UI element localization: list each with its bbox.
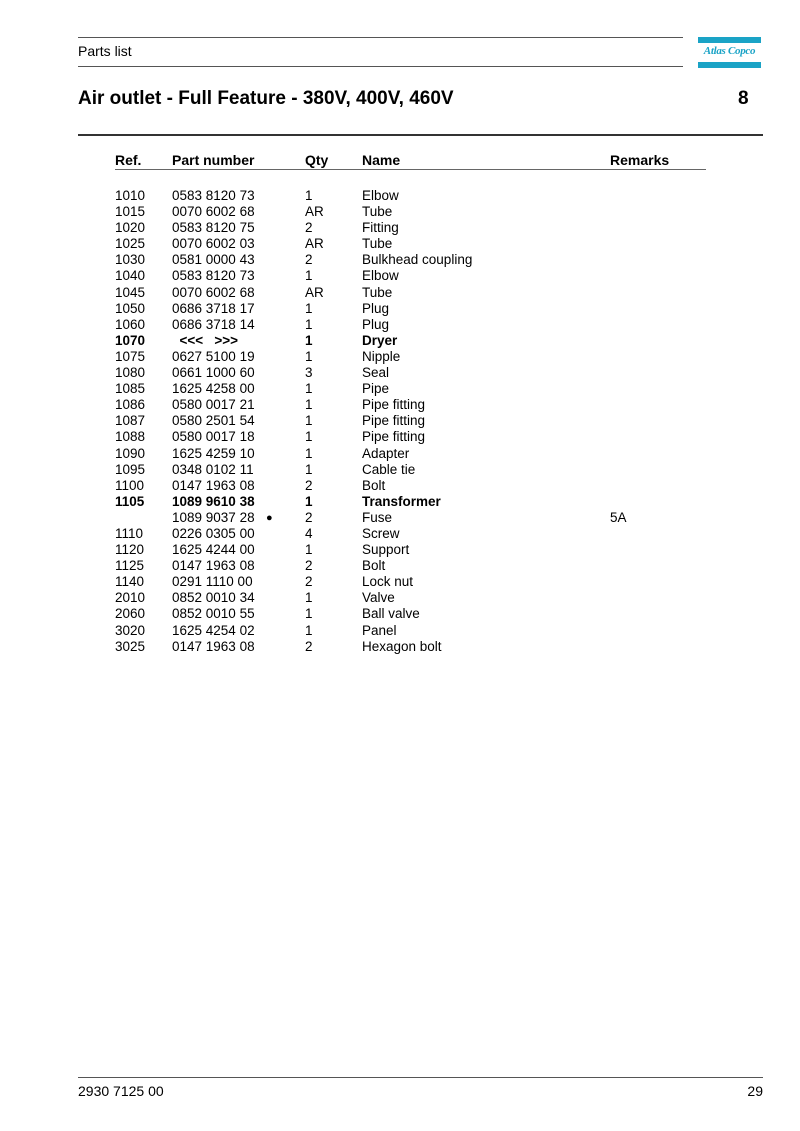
row-qty: 2 [305, 252, 313, 268]
row-ref: 1060 [115, 316, 146, 332]
row-part-number: 0291 1110 00 [172, 574, 253, 590]
row-qty: 1 [305, 332, 313, 348]
row-part-number: 0348 0102 11 [172, 461, 254, 477]
row-name: Plug [362, 300, 390, 316]
row-qty: 2 [305, 558, 313, 574]
page-title: Air outlet - Full Feature - 380V, 400V, 460V [78, 88, 454, 109]
col-header-ref: Ref. [115, 152, 142, 168]
header-bottom-rule [78, 66, 683, 67]
table-row [0, 558, 800, 574]
row-part-number: 0686 3718 14 [172, 316, 255, 332]
row-name: Pipe [362, 381, 390, 397]
atlas-copco-logo [698, 37, 761, 68]
row-part-number: 0627 5100 19 [172, 348, 255, 364]
row-name: Dryer [362, 332, 398, 348]
row-qty: 2 [305, 574, 313, 590]
row-name: Hexagon bolt [362, 638, 442, 654]
row-ref: 3020 [115, 622, 146, 638]
row-part-number: 1089 9037 28 [172, 509, 255, 525]
row-part-number: 0583 8120 75 [172, 220, 255, 236]
row-part-number: 1089 9610 38 [172, 493, 255, 509]
row-name: Panel [362, 622, 397, 638]
row-ref: 1085 [115, 381, 146, 397]
row-name: Elbow [362, 268, 399, 284]
table-row [0, 542, 800, 558]
row-name: Fuse [362, 509, 393, 525]
row-ref: 1125 [115, 558, 145, 574]
row-part-number: 0580 0017 18 [172, 429, 255, 445]
table-row [0, 413, 800, 429]
title-rule [78, 134, 763, 136]
row-part-number: 0852 0010 55 [172, 606, 255, 622]
row-qty: 2 [305, 638, 313, 654]
row-name: Bolt [362, 477, 386, 493]
row-bullet-marker: ● [266, 511, 273, 524]
row-qty: 1 [305, 188, 313, 203]
table-row [0, 252, 800, 268]
row-ref: 1140 [115, 574, 145, 590]
table-row [0, 623, 800, 639]
row-part-number: 0070 6002 03 [172, 236, 255, 252]
row-name: Lock nut [362, 574, 414, 590]
row-ref: 2010 [115, 590, 146, 606]
row-qty: 1 [305, 397, 313, 413]
table-row [0, 333, 800, 349]
row-part-number: 1625 4244 00 [172, 542, 255, 558]
row-ref: 1110 [115, 525, 144, 541]
table-row [0, 381, 800, 397]
table-row [0, 478, 800, 494]
table-row [0, 317, 800, 333]
row-part-number: 0686 3718 17 [172, 300, 255, 316]
table-row [0, 397, 800, 413]
table-row [0, 301, 800, 317]
row-name: Transformer [362, 493, 441, 509]
row-name: Cable tie [362, 461, 416, 477]
row-ref: 1025 [115, 236, 146, 252]
row-qty: 1 [305, 268, 313, 284]
row-ref: 1030 [115, 252, 146, 268]
row-qty: 1 [305, 606, 313, 622]
col-header-qty: Qty [305, 152, 329, 168]
row-part-number: <<< >>> [172, 332, 239, 348]
row-remarks: 5A [610, 509, 627, 525]
table-row [0, 220, 800, 236]
row-part-number: 0070 6002 68 [172, 284, 255, 300]
table-row [0, 639, 800, 655]
table-row [0, 429, 800, 445]
table-row [0, 188, 800, 204]
row-ref: 1010 [115, 188, 146, 203]
row-ref: 2060 [115, 606, 146, 622]
row-qty: AR [305, 284, 324, 300]
table-row [0, 285, 800, 301]
row-name: Tube [362, 284, 393, 300]
row-part-number: 0070 6002 68 [172, 204, 255, 220]
row-name: Bulkhead coupling [362, 252, 473, 268]
row-qty: 1 [305, 348, 313, 364]
table-row [0, 494, 800, 510]
table-row [0, 462, 800, 478]
table-row [0, 204, 800, 220]
row-name: Tube [362, 204, 393, 220]
row-qty: 1 [305, 445, 313, 461]
row-name: Tube [362, 236, 393, 252]
parts-table-body [0, 188, 800, 655]
row-ref: 1087 [115, 413, 146, 429]
table-row [0, 268, 800, 284]
row-part-number: 0583 8120 73 [172, 188, 255, 203]
section-number: 8 [738, 88, 749, 109]
row-name: Plug [362, 316, 390, 332]
footer-doc-number: 2930 7125 00 [78, 1083, 164, 1099]
row-part-number: 0580 0017 21 [172, 397, 255, 413]
row-part-number: 0147 1963 08 [172, 638, 255, 654]
row-qty: AR [305, 236, 324, 252]
row-ref: 1088 [115, 429, 146, 445]
row-qty: 1 [305, 429, 313, 445]
row-qty: 1 [305, 461, 313, 477]
header-section-label: Parts list [78, 43, 132, 59]
table-row [0, 349, 800, 365]
row-part-number: 1625 4254 02 [172, 622, 255, 638]
row-qty: 1 [305, 316, 313, 332]
row-name: Pipe fitting [362, 413, 426, 429]
row-name: Fitting [362, 220, 399, 236]
row-qty: 1 [305, 300, 313, 316]
row-name: Seal [362, 365, 390, 381]
row-qty: 1 [305, 413, 313, 429]
logo-bottom-bar [698, 62, 761, 68]
row-part-number: 1625 4258 00 [172, 381, 255, 397]
row-name: Adapter [362, 445, 410, 461]
table-row [0, 574, 800, 590]
row-ref: 1086 [115, 397, 146, 413]
row-ref: 1015 [115, 204, 146, 220]
row-name: Support [362, 542, 410, 558]
footer-page-number: 29 [747, 1083, 763, 1099]
row-part-number: 0583 8120 73 [172, 268, 255, 284]
row-part-number: 0661 1000 60 [172, 365, 255, 381]
row-ref: 1095 [115, 461, 146, 477]
row-qty: 1 [305, 622, 313, 638]
row-part-number: 0580 2501 54 [172, 413, 255, 429]
logo-text: Atlas Copco [703, 45, 756, 57]
row-ref: 1040 [115, 268, 146, 284]
col-header-part-number: Part number [172, 152, 255, 168]
row-qty: AR [305, 204, 324, 220]
row-ref: 1105 [115, 493, 145, 509]
row-ref: 1070 [115, 332, 146, 348]
header-top-rule [78, 37, 683, 38]
row-ref: 1075 [115, 348, 146, 364]
table-row [0, 526, 800, 542]
row-ref: 1080 [115, 365, 146, 381]
table-row [0, 606, 800, 622]
row-name: Elbow [362, 188, 399, 203]
row-part-number: 0581 0000 43 [172, 252, 255, 268]
row-ref: 1050 [115, 300, 146, 316]
row-ref: 1020 [115, 220, 146, 236]
row-qty: 2 [305, 477, 313, 493]
row-qty: 1 [305, 493, 313, 509]
row-name: Nipple [362, 348, 401, 364]
row-qty: 1 [305, 542, 313, 558]
row-ref: 1045 [115, 284, 146, 300]
row-ref: 1100 [115, 477, 145, 493]
table-row [0, 590, 800, 606]
table-row [0, 510, 800, 526]
row-name: Valve [362, 590, 395, 606]
row-name: Pipe fitting [362, 397, 426, 413]
row-qty: 1 [305, 590, 313, 606]
row-ref: 3025 [115, 638, 146, 654]
row-part-number: 1625 4259 10 [172, 445, 255, 461]
row-part-number: 0147 1963 08 [172, 477, 255, 493]
row-name: Pipe fitting [362, 429, 426, 445]
table-row [0, 236, 800, 252]
row-part-number: 0852 0010 34 [172, 590, 255, 606]
table-header-rule [115, 169, 706, 170]
footer-rule [78, 1077, 763, 1078]
row-ref: 1090 [115, 445, 146, 461]
row-qty: 2 [305, 509, 313, 525]
row-name: Bolt [362, 558, 386, 574]
col-header-remarks: Remarks [610, 152, 670, 168]
col-header-name: Name [362, 152, 401, 168]
logo-top-bar [698, 37, 761, 43]
table-row [0, 446, 800, 462]
row-name: Screw [362, 525, 400, 541]
row-name: Ball valve [362, 606, 420, 622]
row-ref: 1120 [115, 542, 145, 558]
row-part-number: 0226 0305 00 [172, 525, 255, 541]
row-qty: 1 [305, 381, 313, 397]
row-qty: 4 [305, 525, 313, 541]
row-qty: 3 [305, 365, 313, 381]
row-part-number: 0147 1963 08 [172, 558, 255, 574]
row-qty: 2 [305, 220, 313, 236]
table-row [0, 365, 800, 381]
